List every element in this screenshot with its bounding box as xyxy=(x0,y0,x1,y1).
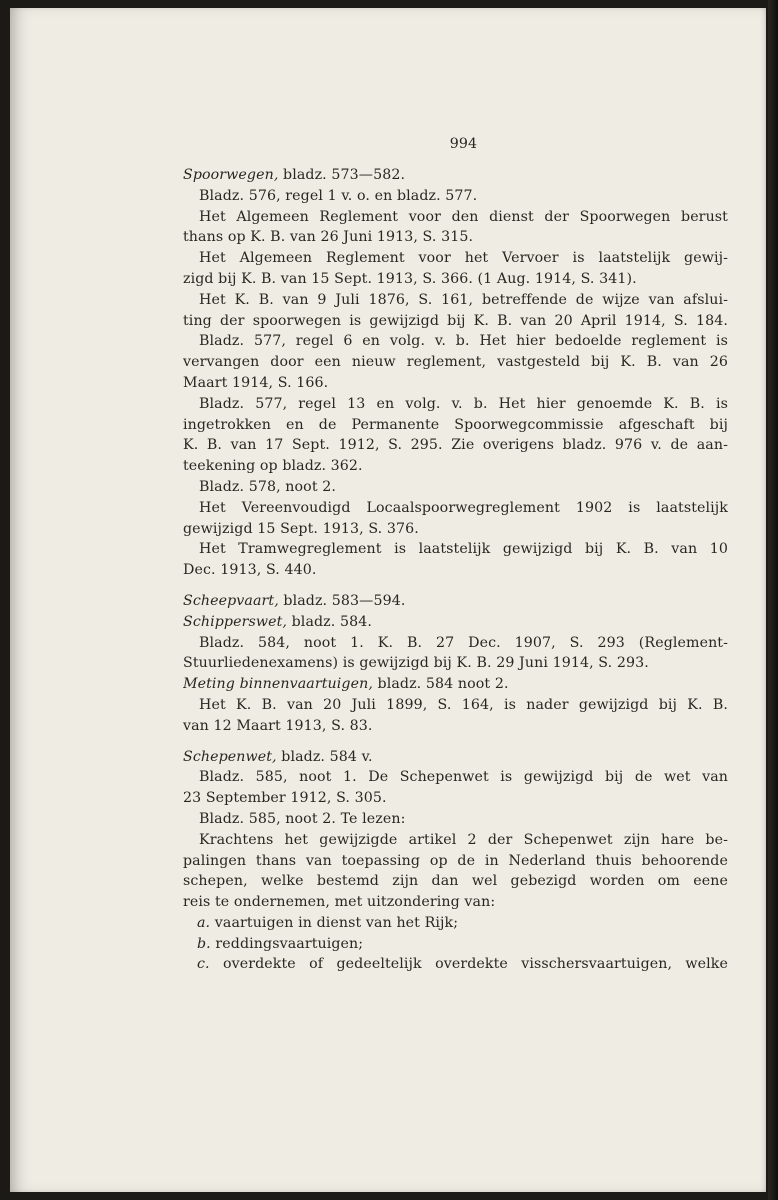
text-line: van 12 Maart 1913, S. 83. xyxy=(183,717,373,734)
section-title: Spoorwegen, xyxy=(183,167,279,183)
text-line: gewijzigd 15 Sept. 1913, S. 376. xyxy=(183,520,419,537)
text-line: Het Tramwegreglement is laatstelijk gewijzigd bij K. B. van 10 xyxy=(199,541,728,558)
section-title: Meting binnenvaartuigen, xyxy=(183,676,373,693)
list-item xyxy=(183,954,728,975)
section-reference: bladz. 573—582. xyxy=(278,167,406,183)
page-body xyxy=(183,165,728,975)
list-item xyxy=(183,934,728,955)
text-line: schepen, welke bestemd zijn dan wel gebezigd worden om eene xyxy=(183,873,728,890)
text-line: thans op K. B. van 26 Juni 1913, S. 315. xyxy=(183,229,474,246)
page-number: 994 xyxy=(449,136,478,152)
section-heading xyxy=(183,674,728,695)
list-item-text: reddingsvaartuigen; xyxy=(210,935,364,952)
section-reference: bladz. 584 noot 2. xyxy=(372,676,509,693)
text-line: Bladz. 585, noot 2. Te lezen: xyxy=(199,810,406,827)
section-title: Scheepvaart, xyxy=(183,592,279,609)
text-line: Bladz. 577, regel 13 en volg. v. b. Het hier genoemde K. B. is xyxy=(199,395,728,412)
section-reference: bladz. 584. xyxy=(287,613,372,630)
section-heading xyxy=(183,747,728,768)
text-line: Bladz. 576, regel 1 v. o. en bladz. 577. xyxy=(199,187,478,204)
section-heading xyxy=(183,591,728,612)
text-line: K. B. van 17 Sept. 1912, S. 295. Zie overigens bladz. 976 v. de aan- xyxy=(183,437,728,454)
text-line: Krachtens het gewijzigde artikel 2 der Schepenwet zijn hare be- xyxy=(199,831,728,848)
text-line: Het K. B. van 9 Juli 1876, S. 161, betreffende de wijze van afslui- xyxy=(199,291,728,308)
text-line: Bladz. 577, regel 6 en volg. v. b. Het hier bedoelde reglement is xyxy=(199,333,728,350)
text-line: teekening op bladz. 362. xyxy=(183,458,363,475)
text-line: vervangen door een nieuw reglement, vastgesteld bij K. B. van 26 xyxy=(183,354,728,371)
text-line: Bladz. 578, noot 2. xyxy=(199,478,336,495)
section-title: Schepenwet, xyxy=(183,748,277,765)
text-line: palingen thans van toepassing op de in Nederland thuis behoorende xyxy=(183,852,728,869)
text-line: zigd bij K. B. van 15 Sept. 1913, S. 366. (1 Aug. 1914, S. 341). xyxy=(183,270,637,287)
section-heading xyxy=(183,612,728,633)
text-line: Maart 1914, S. 166. xyxy=(183,374,329,391)
text-line: reis te ondernemen, met uitzondering van: xyxy=(183,894,496,911)
text-line: Het Vereenvoudigd Locaalspoorwegreglement 1902 is laatstelijk xyxy=(199,499,728,516)
section-reference: bladz. 583—594. xyxy=(278,592,406,609)
text-line: Dec. 1913, S. 440. xyxy=(183,562,317,579)
list-item xyxy=(183,913,728,934)
list-item-text: overdekte of gedeeltelijk overdekte visschersvaartuigen, welke xyxy=(209,956,728,973)
page-text xyxy=(183,136,728,975)
text-line: Het Algemeen Reglement voor den dienst der Spoorwegen berust xyxy=(199,208,728,225)
text-line: Bladz. 585, noot 1. De Schepenwet is gewijzigd bij de wet van xyxy=(199,769,728,786)
text-line: Het K. B. van 20 Juli 1899, S. 164, is nader gewijzigd bij K. B. xyxy=(199,696,728,713)
section-heading xyxy=(183,165,728,186)
book-edge xyxy=(768,0,778,1200)
section-reference: bladz. 584 v. xyxy=(276,748,373,765)
list-item-label: b. xyxy=(197,935,211,952)
text-line: Het Algemeen Reglement voor het Vervoer is laatstelijk gewij- xyxy=(199,250,728,267)
text-line: Bladz. 584, noot 1. K. B. 27 Dec. 1907, S. 293 (Reglement- xyxy=(199,634,728,651)
list-item-label: c. xyxy=(197,956,210,973)
book-page xyxy=(10,8,766,1192)
list-item-label: a. xyxy=(197,914,211,931)
text-line: Stuurliedenexamens) is gewijzigd bij K. B. 29 Juni 1914, S. 293. xyxy=(183,655,649,672)
text-line: ting der spoorwegen is gewijzigd bij K. B. van 20 April 1914, S. 184. xyxy=(183,312,728,329)
section-title: Schipperswet, xyxy=(183,613,288,630)
list-item-text: vaartuigen in dienst van het Rijk; xyxy=(210,914,459,931)
text-line: ingetrokken en de Permanente Spoorwegcommissie afgeschaft bij xyxy=(183,416,728,433)
text-line: 23 September 1912, S. 305. xyxy=(183,790,387,807)
